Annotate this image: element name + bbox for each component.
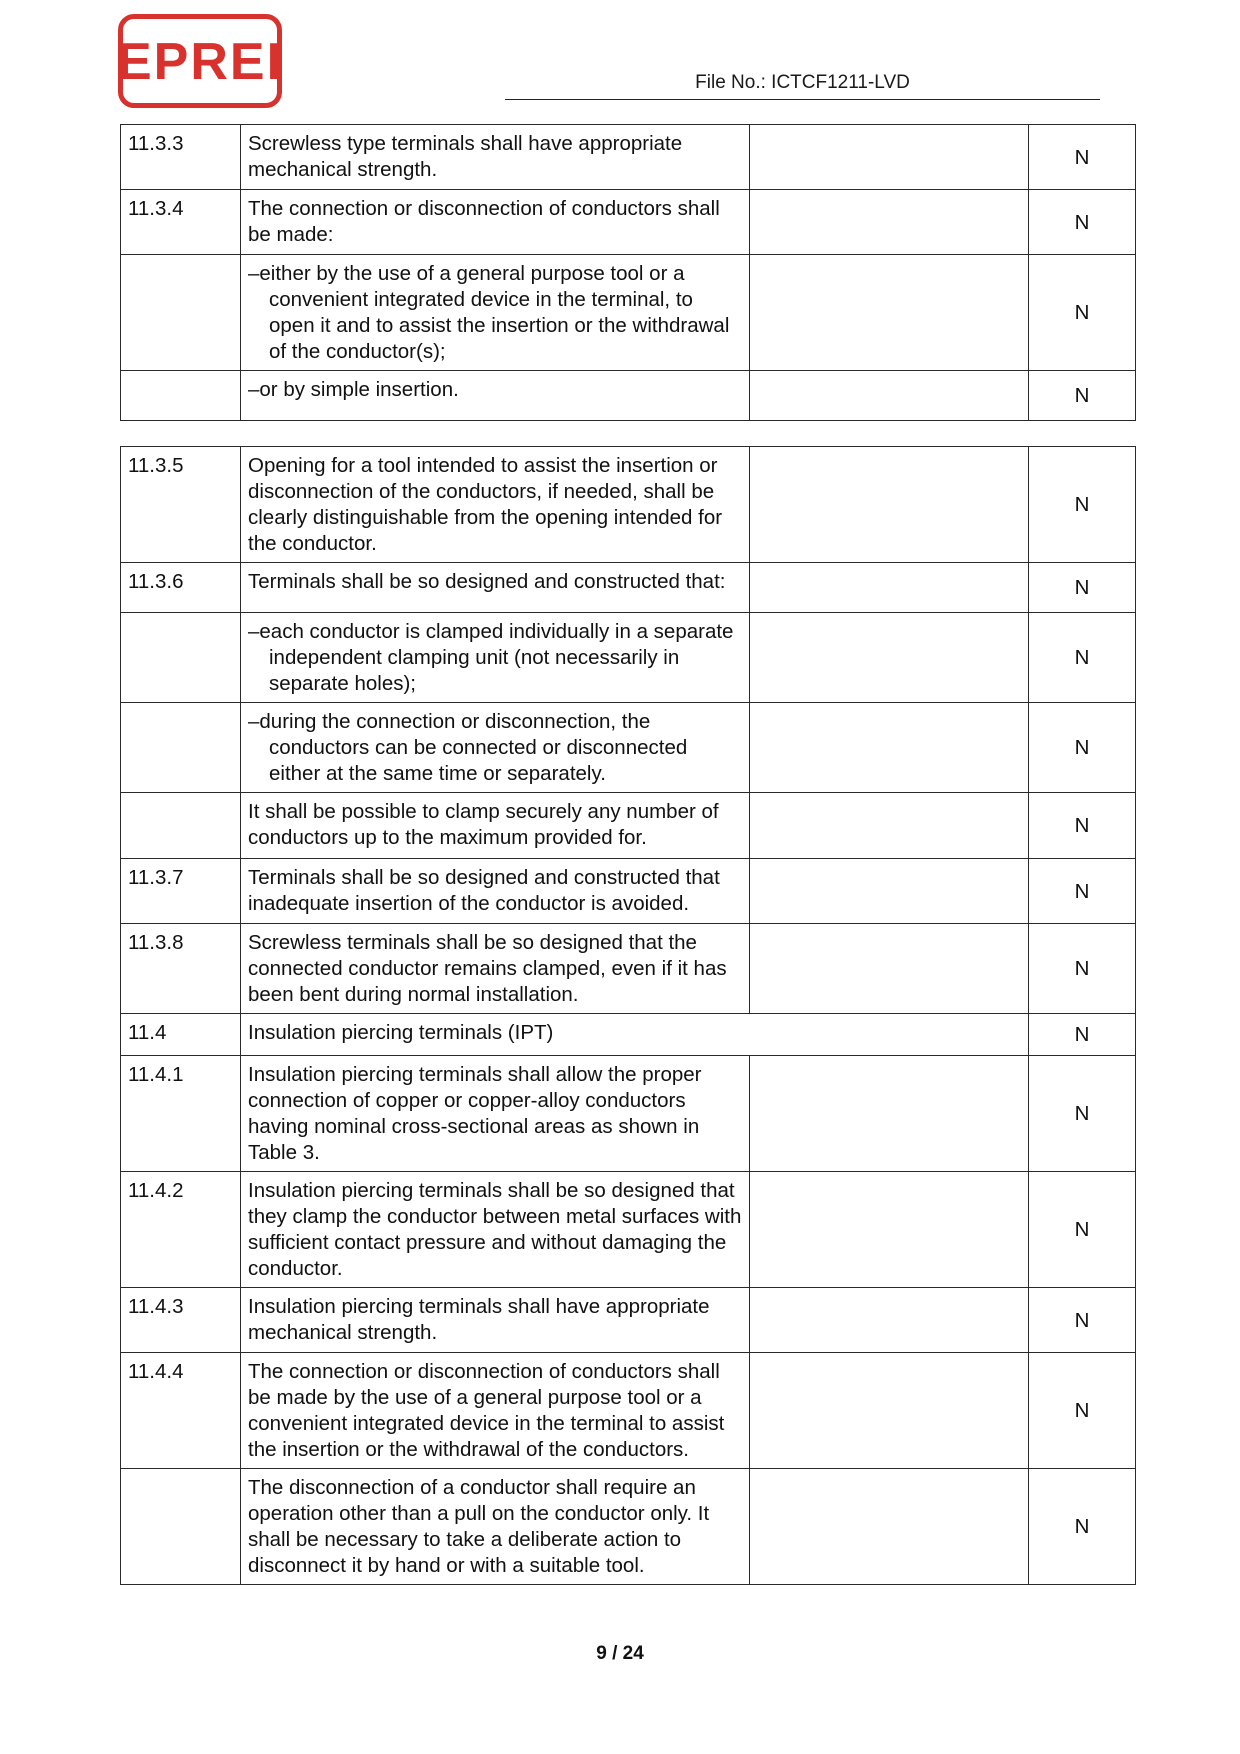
requirement-text	[241, 371, 750, 421]
requirement-text-content: Terminals shall be so designed and constructed that inadequate insertion of the conductor is avoided.	[248, 866, 720, 915]
requirement-text-content: Opening for a tool intended to assist the insertion or disconnection of the conductors, if needed, shall be clearly distinguishable from the opening intended for the conductor.	[248, 454, 723, 555]
table-row	[121, 125, 1136, 190]
company-logo	[118, 14, 282, 108]
result-remark	[750, 125, 1029, 190]
requirement-text	[241, 255, 750, 371]
verdict: N	[1029, 1172, 1136, 1288]
verdict: N	[1029, 371, 1136, 421]
verdict: N	[1029, 859, 1136, 924]
verdict: N	[1029, 703, 1136, 793]
clause-number: 11.4.4	[121, 1353, 241, 1469]
clause-number	[121, 1469, 241, 1585]
verdict: N	[1029, 613, 1136, 703]
verdict: N	[1029, 793, 1136, 859]
result-remark	[750, 793, 1029, 859]
verdict: N	[1029, 1056, 1136, 1172]
result-remark	[750, 1469, 1029, 1585]
table-row	[121, 1014, 1136, 1056]
clause-number: 11.4.3	[121, 1288, 241, 1353]
clause-number: 11.3.3	[121, 125, 241, 190]
requirement-text-content: The connection or disconnection of conductors shall be made by the use of a general purpose tool or a convenient integrated device in the terminal to assist the insertion or the withdrawal of the conductors.	[248, 1360, 725, 1461]
requirement-text	[241, 563, 750, 613]
table-row	[121, 613, 1136, 703]
file-number: File No.: ICTCF1211-LVD	[695, 72, 910, 93]
verdict: N	[1029, 1469, 1136, 1585]
clause-number: 11.3.7	[121, 859, 241, 924]
table-row	[121, 1353, 1136, 1469]
header-rule	[505, 99, 1100, 100]
result-remark	[750, 924, 1029, 1014]
logo-text: EPREI	[116, 33, 284, 91]
table-row	[121, 1172, 1136, 1288]
requirement-text	[241, 1469, 750, 1585]
requirement-text-content: Screwless terminals shall be so designed that the connected conductor remains clamped, even if it has been bent during normal installation.	[248, 931, 727, 1006]
result-remark	[750, 1172, 1029, 1288]
requirement-text-content: –each conductor is clamped individually in a separate independent clamping unit (not necessarily in separate holes);	[248, 620, 734, 695]
requirement-text-content: It shall be possible to clamp securely any number of conductors up to the maximum provided for.	[248, 800, 719, 849]
requirement-text	[241, 859, 750, 924]
requirement-text	[241, 447, 750, 563]
clause-number: 11.4	[121, 1014, 241, 1056]
clause-table-2	[120, 446, 1136, 1585]
requirement-text-content: –during the connection or disconnection, the conductors can be connected or disconnected either at the same time or separately.	[248, 710, 688, 785]
result-remark	[750, 1056, 1029, 1172]
requirement-text-content: Insulation piercing terminals shall allow the proper connection of copper or copper-alloy conductors having nominal cross-sectional areas as shown in Table 3.	[248, 1063, 702, 1164]
result-remark	[750, 371, 1029, 421]
result-remark	[750, 563, 1029, 613]
verdict: N	[1029, 1353, 1136, 1469]
requirement-text	[241, 793, 750, 859]
table-row	[121, 924, 1136, 1014]
requirement-text-content: Insulation piercing terminals (IPT)	[248, 1021, 554, 1044]
table-row	[121, 371, 1136, 421]
requirement-text-content: The disconnection of a conductor shall require an operation other than a pull on the conductor only. It shall be necessary to take a deliberate action to disconnect it by hand or with a suitable tool.	[248, 1476, 710, 1577]
table-row	[121, 563, 1136, 613]
clause-number	[121, 703, 241, 793]
clause-number: 11.4.2	[121, 1172, 241, 1288]
result-remark	[750, 703, 1029, 793]
verdict: N	[1029, 447, 1136, 563]
result-remark	[750, 1288, 1029, 1353]
result-remark	[750, 190, 1029, 255]
result-remark	[750, 859, 1029, 924]
clause-number: 11.3.4	[121, 190, 241, 255]
clause-number	[121, 613, 241, 703]
verdict: N	[1029, 1014, 1136, 1056]
clause-number	[121, 793, 241, 859]
requirement-text	[241, 190, 750, 255]
clause-number	[121, 371, 241, 421]
requirement-text-content: Insulation piercing terminals shall have appropriate mechanical strength.	[248, 1295, 710, 1344]
requirement-text	[241, 1014, 1029, 1056]
clause-number: 11.4.1	[121, 1056, 241, 1172]
clause-table-1	[120, 124, 1136, 421]
requirement-text	[241, 1056, 750, 1172]
requirement-text	[241, 703, 750, 793]
logo-wordmark	[116, 29, 284, 93]
result-remark	[750, 613, 1029, 703]
clause-number: 11.3.8	[121, 924, 241, 1014]
table-row	[121, 190, 1136, 255]
result-remark	[750, 447, 1029, 563]
requirement-text-content: –either by the use of a general purpose tool or a convenient integrated device in the terminal, to open it and to assist the insertion or the withdrawal of the conductor(s);	[248, 262, 730, 363]
result-remark	[750, 255, 1029, 371]
verdict: N	[1029, 255, 1136, 371]
requirement-text-content: The connection or disconnection of conductors shall be made:	[248, 197, 720, 246]
table-row	[121, 447, 1136, 563]
table-row	[121, 793, 1136, 859]
requirement-text	[241, 1353, 750, 1469]
table-row	[121, 1288, 1136, 1353]
requirement-text	[241, 1288, 750, 1353]
clause-number: 11.3.6	[121, 563, 241, 613]
requirement-text	[241, 613, 750, 703]
table-row	[121, 255, 1136, 371]
result-remark	[750, 1353, 1029, 1469]
verdict: N	[1029, 924, 1136, 1014]
requirement-text-content: –or by simple insertion.	[248, 378, 459, 401]
requirement-text	[241, 924, 750, 1014]
table-row	[121, 703, 1136, 793]
requirement-text	[241, 125, 750, 190]
requirement-text-content: Screwless type terminals shall have appropriate mechanical strength.	[248, 132, 683, 181]
requirement-text-content: Terminals shall be so designed and constructed that:	[248, 570, 726, 593]
requirement-text	[241, 1172, 750, 1288]
table-row	[121, 1056, 1136, 1172]
verdict: N	[1029, 1288, 1136, 1353]
page-number: 9 / 24	[596, 1643, 644, 1664]
table-row	[121, 859, 1136, 924]
table-row	[121, 1469, 1136, 1585]
verdict: N	[1029, 125, 1136, 190]
clause-number: 11.3.5	[121, 447, 241, 563]
clause-number	[121, 255, 241, 371]
verdict: N	[1029, 190, 1136, 255]
verdict: N	[1029, 563, 1136, 613]
requirement-text-content: Insulation piercing terminals shall be so designed that they clamp the conductor between metal surfaces with sufficient contact pressure and without damaging the conductor.	[248, 1179, 742, 1280]
